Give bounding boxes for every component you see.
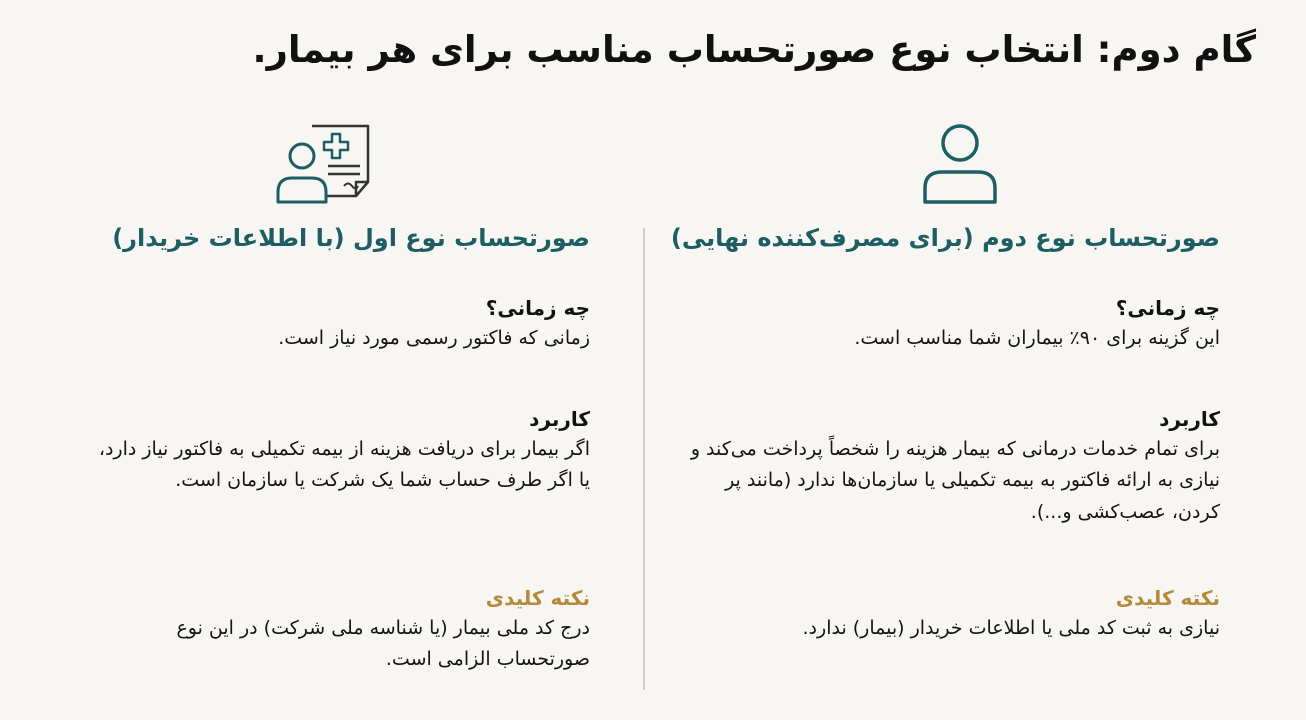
- when-text: زمانی که فاکتور رسمی مورد نیاز است.: [278, 327, 590, 349]
- when-section: [90, 293, 590, 354]
- patient-document-icon: [276, 118, 376, 206]
- key-point-section: [690, 583, 1220, 644]
- usage-section: [90, 404, 590, 497]
- column-heading: صورتحساب نوع اول (با اطلاعات خریدار): [112, 224, 590, 252]
- usage-label: کاربرد: [529, 407, 590, 431]
- invoice-type-one-column: [90, 0, 590, 720]
- invoice-type-two-column: [670, 0, 1220, 720]
- when-text: این گزینه برای ۹۰٪ بیماران شما مناسب است.: [854, 327, 1220, 349]
- key-point-label: نکته کلیدی: [485, 586, 590, 610]
- column-heading: صورتحساب نوع دوم (برای مصرف‌کننده نهایی): [670, 224, 1220, 252]
- when-label: چه زمانی؟: [485, 296, 590, 320]
- page-title: گام دوم: انتخاب نوع صورتحساب مناسب برای هر بیمار.: [252, 28, 1256, 71]
- column-divider: [643, 228, 645, 690]
- usage-text: اگر بیمار برای دریافت هزینه از بیمه تکمیلی به فاکتور نیاز دارد، یا اگر طرف حساب شما یک شرکت یا سازمان است.: [98, 438, 590, 492]
- when-section: [690, 293, 1220, 354]
- key-point-section: [90, 583, 590, 676]
- usage-label: کاربرد: [1159, 407, 1220, 431]
- usage-text: برای تمام خدمات درمانی که بیمار هزینه را شخصاً پرداخت می‌کند و نیازی به ارائه فاکتور به بیمه تکمیلی یا سازمان‌ها ندارد (مانند پر کردن، عصب‌کشی و...).: [690, 438, 1220, 523]
- when-label: چه زمانی؟: [1115, 296, 1220, 320]
- usage-section: [690, 404, 1220, 528]
- key-point-label: نکته کلیدی: [1115, 586, 1220, 610]
- key-point-text: درج کد ملی بیمار (یا شناسه ملی شرکت) در این نوع صورتحساب الزامی است.: [176, 617, 590, 671]
- person-icon: [922, 118, 998, 206]
- key-point-text: نیازی به ثبت کد ملی یا اطلاعات خریدار (بیمار) ندارد.: [802, 617, 1220, 639]
